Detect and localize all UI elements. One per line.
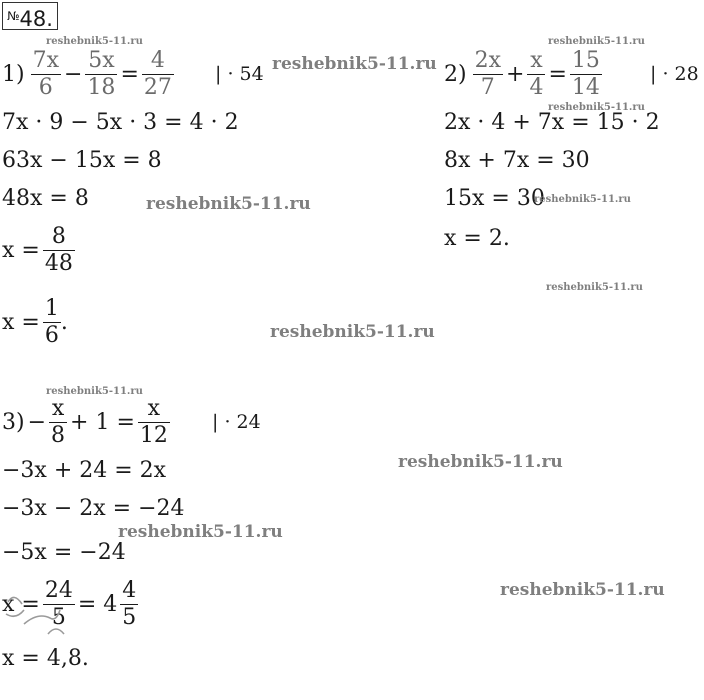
p1-equation — [2, 50, 177, 99]
p3-mixed-den: 5 — [122, 605, 137, 630]
p1-frac-c-den: 27 — [143, 75, 172, 100]
watermark: reshebnik5-11.ru — [46, 36, 143, 47]
watermark: reshebnik5-11.ru — [534, 194, 631, 205]
p3-equation — [2, 398, 173, 447]
p3-label: 3) — [2, 409, 25, 435]
p1-frac-a — [31, 50, 61, 99]
p1-frac-b-num: 5x — [88, 48, 115, 73]
p2-label: 2) — [444, 61, 467, 87]
watermark: reshebnik5-11.ru — [398, 452, 563, 472]
p3-step-4-den: 5 — [51, 605, 66, 630]
watermark: reshebnik5-11.ru — [500, 580, 665, 600]
p2-answer: x = 2. — [444, 226, 510, 251]
p1-answer-lhs: x = — [2, 309, 40, 335]
p3-multiplier: | · 24 — [212, 411, 261, 433]
p1-op1: − — [64, 61, 83, 87]
number-sign: № — [7, 9, 20, 23]
task-number: 48. — [19, 7, 53, 31]
p2-equation — [444, 50, 605, 99]
p1-multiplier: | · 54 — [215, 63, 264, 85]
watermark: reshebnik5-11.ru — [118, 522, 283, 542]
p2-op2: = — [548, 61, 567, 87]
p3-op1: + 1 = — [70, 409, 135, 435]
p2-frac-b-den: 4 — [529, 75, 544, 100]
p2-step-2: 8x + 7x = 30 — [444, 148, 590, 173]
p1-answer-frac — [43, 298, 61, 347]
p1-step-3: 48x = 8 — [2, 186, 89, 211]
task-number-box — [2, 2, 58, 30]
p2-frac-c-den: 14 — [571, 75, 600, 100]
p1-answer-num: 1 — [44, 296, 59, 321]
p3-frac-c-den: 12 — [139, 423, 168, 448]
watermark: reshebnik5-11.ru — [46, 386, 143, 397]
p3-frac-a-num: x — [51, 396, 65, 421]
p2-frac-c — [570, 50, 602, 99]
p3-frac-a-den: 8 — [51, 423, 66, 448]
p3-step-4-mid: = 4 — [77, 591, 118, 617]
p3-frac-c-num: x — [147, 396, 161, 421]
p3-mixed-num: 4 — [122, 578, 137, 603]
p1-frac-a-den: 6 — [38, 75, 53, 100]
watermark: reshebnik5-11.ru — [548, 102, 645, 113]
p2-frac-c-num: 15 — [571, 48, 600, 73]
p1-step-4 — [2, 226, 78, 275]
p1-frac-b-den: 18 — [87, 75, 116, 100]
watermark: reshebnik5-11.ru — [546, 282, 643, 293]
p3-step-2: −3x − 2x = −24 — [2, 496, 185, 521]
p2-frac-a-num: 2x — [474, 48, 501, 73]
p1-step-2: 63x − 15x = 8 — [2, 148, 162, 173]
p3-answer: x = 4,8. — [2, 646, 89, 671]
p1-step-1: 7x · 9 − 5x · 3 = 4 · 2 — [2, 110, 239, 135]
pen-scribble-mark — [2, 584, 82, 644]
watermark: reshebnik5-11.ru — [270, 322, 435, 342]
p2-step-3: 15x = 30 — [444, 186, 545, 211]
p1-frac-a-num: 7x — [32, 48, 59, 73]
p1-label: 1) — [2, 61, 25, 87]
p1-step-4-frac — [43, 226, 75, 275]
p3-step-4-lhs: x = — [2, 591, 40, 617]
p3-mixed-frac — [120, 580, 138, 629]
p1-step-4-lhs: x = — [2, 237, 40, 263]
p2-step-1: 2x · 4 + 7x = 15 · 2 — [444, 110, 660, 135]
p2-frac-a-den: 7 — [480, 75, 495, 100]
p3-frac-a — [49, 398, 67, 447]
p1-answer — [2, 298, 68, 347]
p3-step-1: −3x + 24 = 2x — [2, 458, 167, 483]
p1-frac-c — [142, 50, 174, 99]
p3-step-3: −5x = −24 — [2, 540, 126, 565]
p1-frac-b — [85, 50, 117, 99]
p3-step-4-num: 24 — [44, 578, 73, 603]
p1-step-4-den: 48 — [44, 251, 73, 276]
p1-frac-c-num: 4 — [150, 48, 165, 73]
p2-frac-b-num: x — [530, 48, 543, 73]
p1-answer-den: 6 — [44, 323, 59, 348]
p3-frac-c — [138, 398, 170, 447]
p1-answer-period: . — [60, 309, 68, 335]
watermark: reshebnik5-11.ru — [146, 194, 311, 214]
watermark: reshebnik5-11.ru — [548, 36, 645, 47]
p2-op1: + — [506, 61, 525, 87]
p2-frac-a — [473, 50, 503, 99]
p3-minus: − — [27, 409, 47, 435]
watermark: reshebnik5-11.ru — [272, 54, 437, 74]
p1-step-4-num: 8 — [51, 224, 66, 249]
p1-op2: = — [120, 61, 139, 87]
p2-multiplier: | · 28 — [650, 63, 699, 85]
p2-frac-b — [527, 50, 545, 99]
